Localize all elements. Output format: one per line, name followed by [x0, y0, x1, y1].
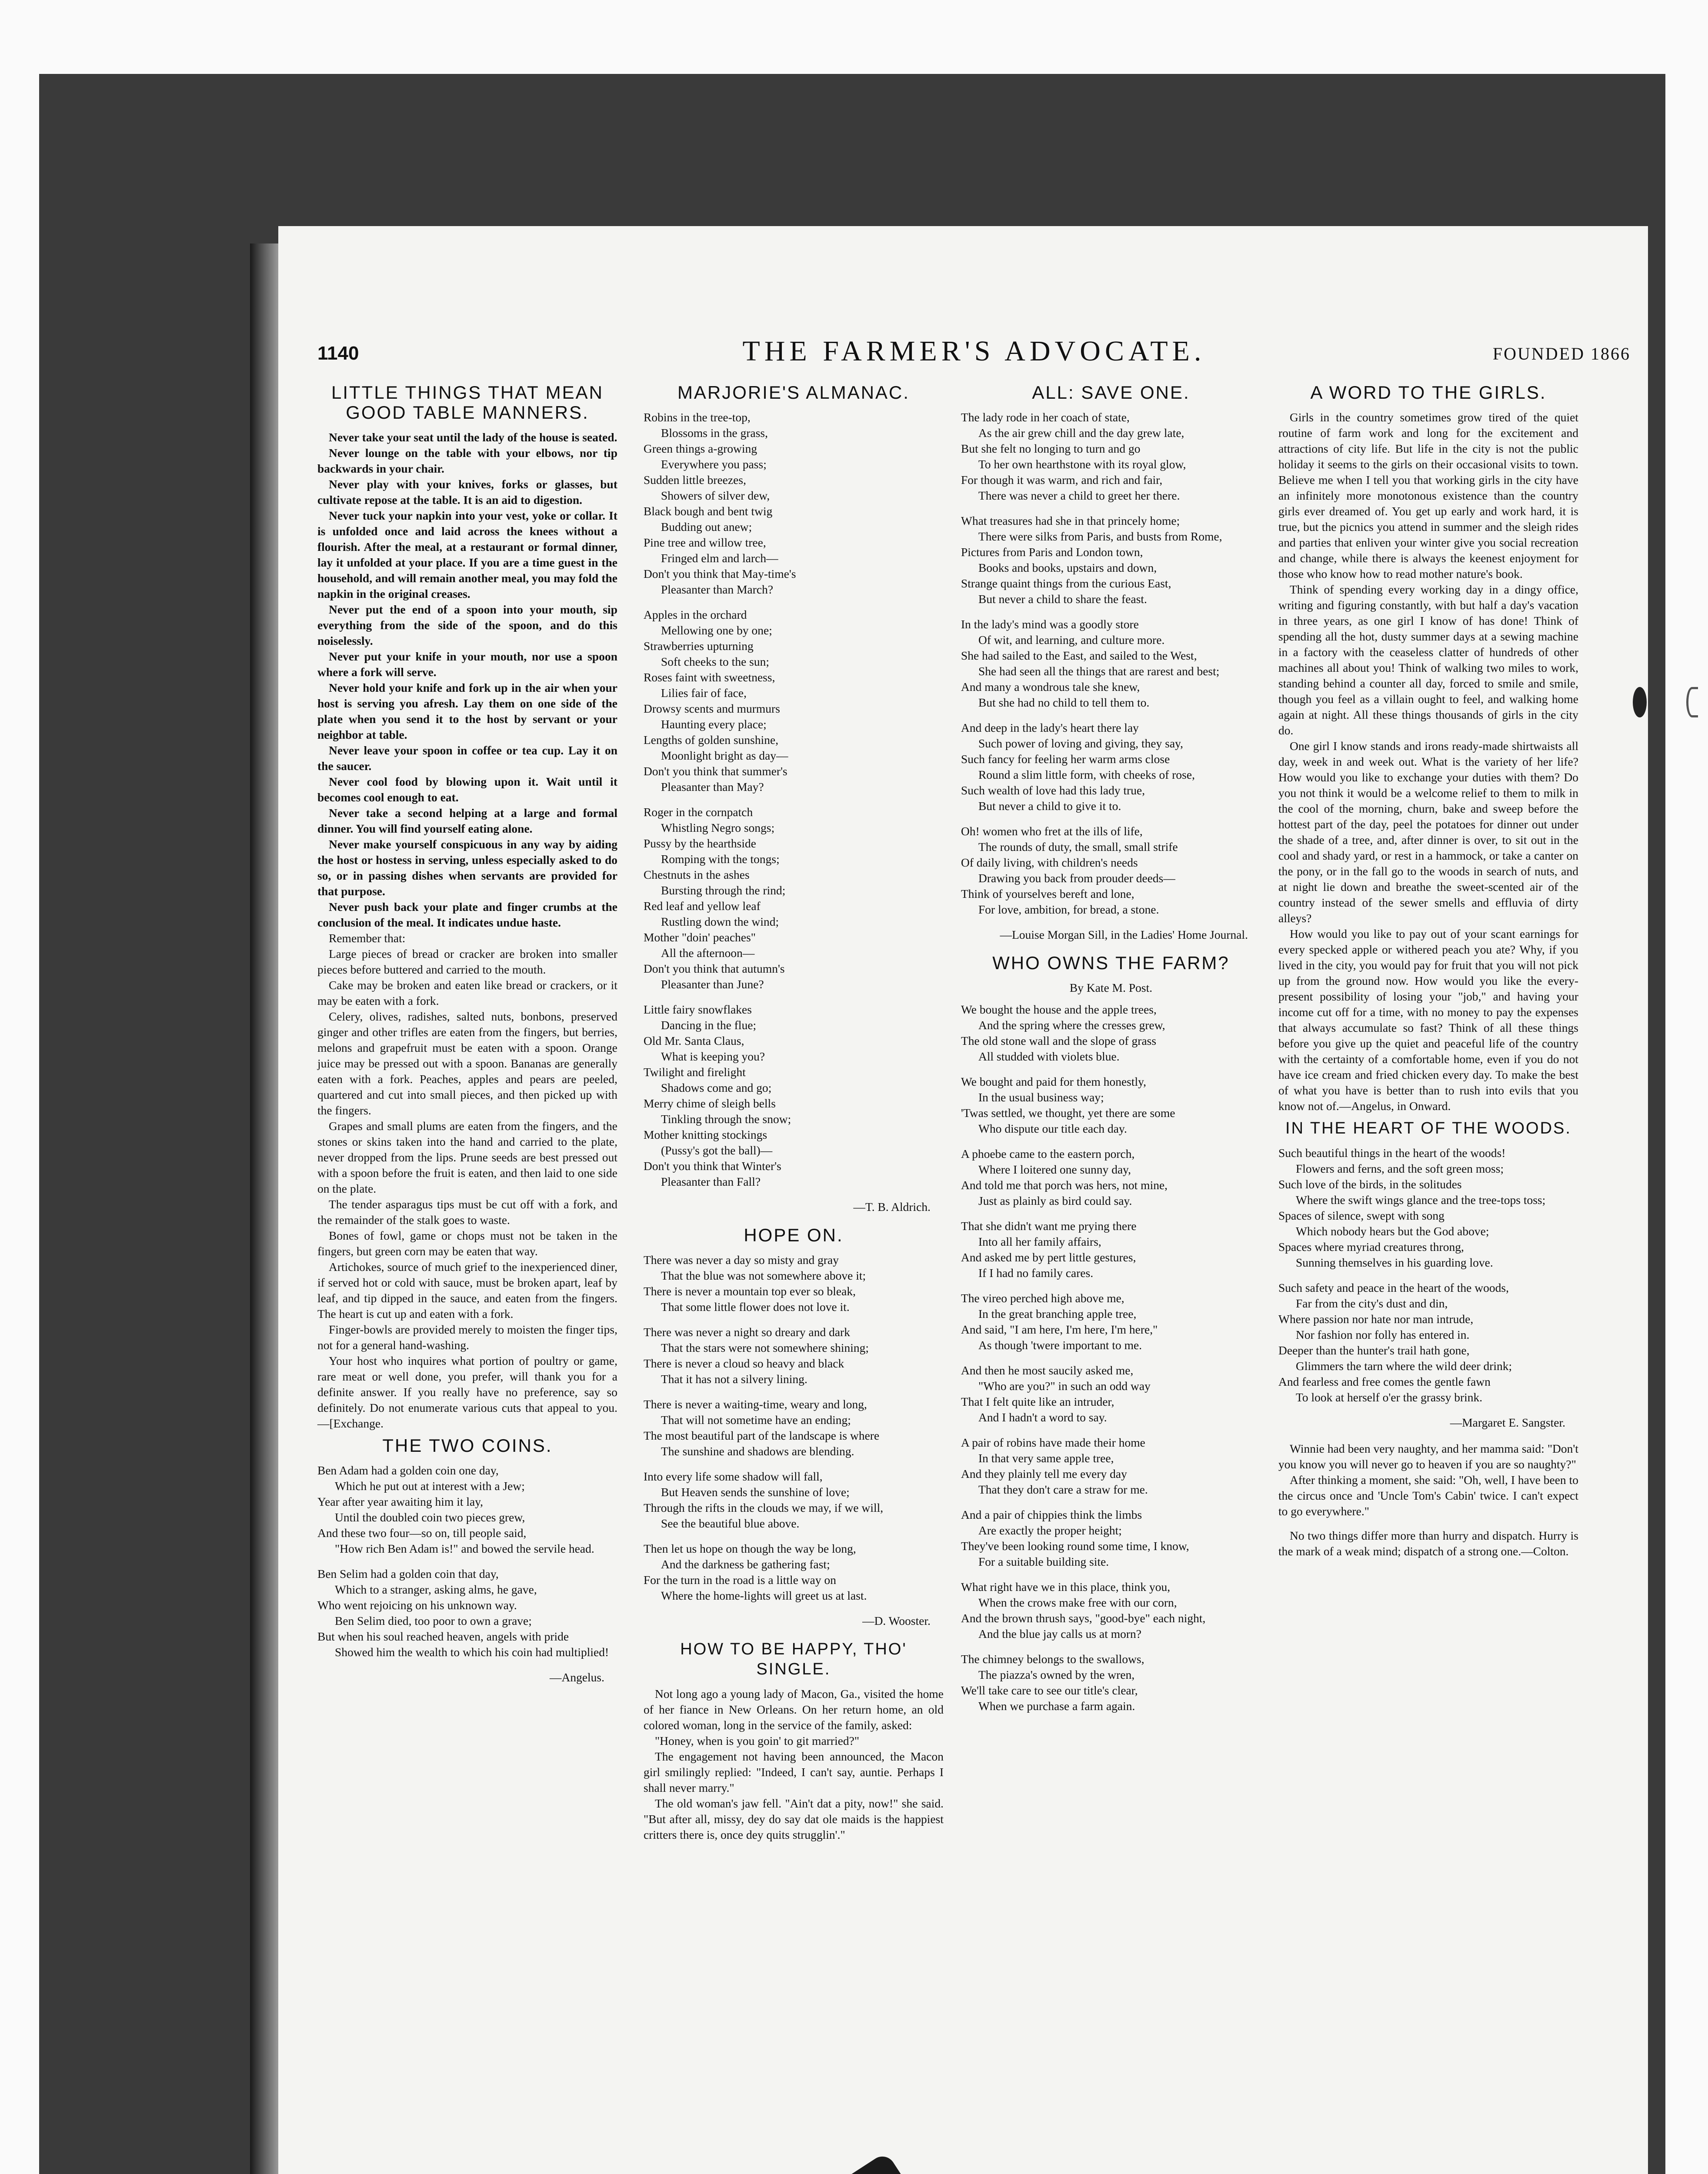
verse-line: Of daily living, with children's needs — [961, 856, 1138, 869]
running-head — [317, 335, 1631, 374]
verse-line: But when his soul reached heaven, angels with pride — [317, 1630, 569, 1643]
verse-line: To her own hearthstone with its royal glow, — [978, 457, 1186, 471]
verse-line: Budding out anew; — [661, 520, 752, 533]
verse-line: Pine tree and willow tree, — [644, 536, 766, 549]
verse-line: Merry chime of sleigh bells — [644, 1097, 776, 1110]
paragraph: Never make yourself conspicuous in any way by aiding the host or hostess in serving, unless especially asked to do so, or in passing dishes when servants are provided for that purpose. — [317, 837, 617, 898]
verse-line: Fringed elm and larch— — [661, 551, 778, 565]
paragraph: Girls in the country sometimes grow tired of the quiet routine of farm work and long for the excitement and attractions of city life. But life in the city is not the public holiday it seems to the girls on their occasional visits to town. Believe me when I tell you that working girls in the city have an infinitely more monotonous existence than the country girls ever dreamed of. You get up early and work hard, it is true, but the picnics you attend in summer and the sleigh rides and parties that enliven your winter give you social recreation and change, while there is always the keenest enjoyment for those who know how to read mother nature's book. — [1278, 410, 1578, 580]
paragraph: Artichokes, source of much grief to the inexperienced diner, if served hot or cold with sauce, must be broken apart, leaf by leaf, and tip dipped in the sauce, and eaten from the fingers. The heart is cut up and eaten with a fork. — [317, 1260, 617, 1320]
column-2 — [644, 378, 944, 1843]
punch-hole-mark — [1633, 687, 1647, 717]
paragraph: After thinking a moment, she said: "Oh, well, I have been to the circus once and 'Uncle Tom's Cabin' twice. I can't expect to go everywhere." — [1278, 1473, 1578, 1518]
verse-line: Apples in the orchard — [644, 608, 747, 621]
verse-line: Spaces where myriad creatures throng, — [1278, 1240, 1464, 1254]
hope-on-poem — [644, 1252, 944, 1604]
who-owns-farm-poem — [961, 1002, 1261, 1714]
two-coins-poem — [317, 1463, 617, 1660]
verse-line: There is never a waiting-time, weary and long, — [644, 1397, 867, 1411]
stanza — [961, 1651, 1261, 1714]
verse-line: Romping with the tongs; — [661, 852, 780, 866]
column-4 — [1278, 378, 1578, 1559]
verse-line: Everywhere you pass; — [661, 457, 767, 471]
verse-line: Such love of the birds, in the solitudes — [1278, 1177, 1462, 1191]
hurry-quote: No two things differ more than hurry and dispatch. Hurry is the mark of a weak mind; dispatch of a strong one.—Colton. — [1278, 1529, 1578, 1558]
poem-attribution: —Angelus. — [549, 1671, 604, 1684]
stanza — [1278, 1145, 1578, 1270]
verse-line: And they plainly tell me every day — [961, 1467, 1127, 1480]
verse-line: Of wit, and learning, and culture more. — [978, 633, 1165, 647]
verse-line: Dancing in the flue; — [661, 1018, 757, 1032]
stanza — [1278, 1280, 1578, 1405]
verse-line: Who went rejoicing on his unknown way. — [317, 1598, 517, 1612]
paragraph: Think of spending every working day in a dingy office, writing and figuring constantly, with but half a day's vacation in three years, as one girl I know of has done! Think of spending all the hot, dusty summer days at a sewing machine in a factory with the ceaseless clatter of hundreds of other machines all about you! Think of walking two miles to work, standing behind a counter all day, forced to smile and smile, though you feel as a villain ought to feel, and walking home again at night. All these things thousands of girls in the city do. — [1278, 583, 1578, 737]
verse-line: There was never a day so misty and gray — [644, 1253, 839, 1267]
paragraph: Your host who inquires what portion of poultry or game, rare meat or well done, you prefer, will thank you for a definite answer. If you really have no preference, say so definitely. Do not enumerate various cuts that appeal to you.—[Exchange. — [317, 1354, 617, 1430]
word-to-girls-body — [1278, 410, 1578, 1114]
verse-line: Pleasanter than Fall? — [661, 1175, 761, 1188]
stanza — [961, 617, 1261, 710]
verse-line: To look at herself o'er the grassy brink. — [1296, 1390, 1483, 1404]
stanza — [961, 1146, 1261, 1209]
verse-line: Glimmers the tarn where the wild deer drink; — [1296, 1359, 1512, 1373]
paragraph: Remember that: — [329, 931, 406, 945]
stanza — [317, 1566, 617, 1660]
verse-line: "Who are you?" in such an odd way — [978, 1379, 1151, 1393]
verse-line: There is never a cloud so heavy and black — [644, 1357, 844, 1370]
verse-line: The sunshine and shadows are blending. — [661, 1444, 854, 1458]
stanza — [644, 410, 944, 597]
paragraph: Never lounge on the table with your elbows, nor tip backwards in your chair. — [317, 446, 617, 475]
verse-line: Pictures from Paris and London town, — [961, 545, 1143, 559]
verse-line: Until the doubled coin two pieces grew, — [335, 1510, 525, 1524]
table-manners-body — [317, 430, 617, 1431]
verse-line: Think of yourselves bereft and lone, — [961, 887, 1134, 900]
verse-line: Drowsy scents and murmurs — [644, 702, 780, 715]
verse-line: Rustling down the wind; — [661, 915, 779, 928]
verse-line: Such safety and peace in the heart of the woods, — [1278, 1281, 1509, 1294]
stanza — [961, 1579, 1261, 1642]
verse-line: Sunning themselves in his guarding love. — [1296, 1256, 1493, 1269]
verse-line: Lilies fair of face, — [661, 686, 747, 700]
verse-line: "How rich Ben Adam is!" and bowed the servile head. — [335, 1542, 594, 1555]
verse-line: All the afternoon— — [661, 946, 755, 960]
verse-line: That I felt quite like an intruder, — [961, 1395, 1114, 1408]
verse-line: That it has not a silvery lining. — [661, 1372, 807, 1386]
verse-line: Whistling Negro songs; — [661, 821, 775, 834]
verse-line: And I hadn't a word to say. — [978, 1410, 1107, 1424]
verse-line: Drawing you back from prouder deeds— — [978, 871, 1175, 885]
verse-line: For the turn in the road is a little way on — [644, 1573, 836, 1587]
verse-line: What is keeping you? — [661, 1050, 765, 1063]
verse-line: Where I loitered one sunny day, — [978, 1163, 1131, 1176]
poem-title-hope-on: HOPE ON. — [744, 1225, 844, 1245]
verse-line: As though 'twere important to me. — [978, 1338, 1142, 1352]
verse-line: She had seen all the things that are rarest and best; — [978, 664, 1220, 678]
happy-single-body — [644, 1686, 944, 1843]
verse-line: Lengths of golden sunshine, — [644, 733, 779, 747]
verse-line: Green things a-growing — [644, 442, 757, 455]
paragraph: Celery, olives, radishes, salted nuts, bonbons, preserved ginger and other trifles are eaten from the fingers, but berries, melons and grapefruit must be eaten with a spoon. Orange juice may be pressed out with a spoon. Bananas are generally eaten with a fork. Peaches, apples and pears are peeled, quartered and cut into small pieces, and then picked up with the fingers. — [317, 1010, 617, 1117]
verse-line: What treasures had she in that princely home; — [961, 514, 1180, 527]
verse-line: The most beautiful part of the landscape is where — [644, 1429, 880, 1442]
verse-line: We bought the house and the apple trees, — [961, 1003, 1157, 1016]
stanza — [961, 1435, 1261, 1497]
verse-line: And the spring where the cresses grew, — [978, 1018, 1165, 1032]
verse-line: Twilight and firelight — [644, 1065, 746, 1079]
verse-line: What right have we in this place, think you, — [961, 1580, 1171, 1594]
column-1 — [317, 378, 617, 1696]
verse-line: There was never a child to greet her there. — [978, 489, 1180, 502]
paragraph: Never push back your plate and finger crumbs at the conclusion of the meal. It indicates undue haste. — [317, 900, 617, 929]
paragraph: The old woman's jaw fell. "Ain't dat a pity, now!" she said. "But after all, missy, dey do say dat ole maids is the happiest critters there is, once dey quits strugglin'." — [644, 1797, 944, 1841]
paragraph: Never take your seat until the lady of the house is seated. — [329, 430, 617, 444]
stanza — [961, 1002, 1261, 1064]
verse-line: And then he most saucily asked me, — [961, 1364, 1134, 1377]
paragraph: Winnie had been very naughty, and her mamma said: "Don't you know you will never go to heaven if you are so naughty?" — [1278, 1442, 1578, 1471]
stanza — [644, 1397, 944, 1459]
verse-line: Strawberries upturning — [644, 639, 754, 653]
verse-line: Such wealth of love had this lady true, — [961, 784, 1145, 797]
paragraph: Never cool food by blowing upon it. Wait until it becomes cool enough to eat. — [317, 775, 617, 804]
verse-line: But Heaven sends the sunshine of love; — [661, 1485, 850, 1499]
verse-line: Nor fashion nor folly has entered in. — [1296, 1328, 1470, 1341]
paragraph: Never tuck your napkin into your vest, yoke or collar. It is unfolded once and laid across the knees without a flourish. After the meal, at a restaurant or formal dinner, lay it unfolded at your place. If you are a time guest in the household, and will remain another meal, you may fold the napkin in the original creases. — [317, 509, 617, 600]
verse-line: Don't you think that May-time's — [644, 567, 796, 580]
verse-line: That they don't care a straw for me. — [978, 1483, 1148, 1496]
verse-line: That the stars were not somewhere shining; — [661, 1341, 869, 1354]
verse-line: Little fairy snowflakes — [644, 1003, 752, 1016]
verse-line: Such power of loving and giving, they say, — [978, 737, 1183, 750]
paragraph: Cake may be broken and eaten like bread or crackers, or it may be eaten with a fork. — [317, 978, 617, 1007]
verse-line: And these two four—so on, till people said, — [317, 1526, 527, 1540]
verse-line: She had sailed to the East, and sailed to the West, — [961, 649, 1197, 662]
paragraph: Never leave your spoon in coffee or tea cup. Lay it on the saucer. — [317, 744, 617, 773]
verse-line: (Pussy's got the ball)— — [661, 1144, 773, 1157]
verse-line: Which he put out at interest with a Jew; — [335, 1479, 525, 1493]
verse-line: Tinkling through the snow; — [661, 1112, 791, 1126]
verse-line: But she had no child to tell them to. — [978, 696, 1150, 709]
verse-line: The lady rode in her coach of state, — [961, 410, 1130, 424]
poem-title-who-owns-farm: WHO OWNS THE FARM? — [992, 953, 1230, 973]
verse-line: Who dispute our title each day. — [978, 1122, 1127, 1135]
stanza — [644, 804, 944, 992]
verse-line: The chimney belongs to the swallows, — [961, 1652, 1144, 1666]
verse-line: Haunting every place; — [661, 717, 767, 731]
paragraph: Never take a second helping at a large and formal dinner. You will find yourself eating alone. — [317, 806, 617, 835]
woods-attribution: —Margaret E. Sangster. — [1450, 1416, 1565, 1429]
paragraph: The engagement not having been announced, the Macon girl smilingly replied: "Indeed, I can't say, auntie. Perhaps I shall never marry." — [644, 1750, 944, 1794]
stanza — [961, 1290, 1261, 1353]
verse-line: There were silks from Paris, and busts from Rome, — [978, 530, 1222, 543]
paragraph: Bones of fowl, game or chops must not be taken in the fingers, but green corn may be eaten that way. — [317, 1229, 617, 1258]
verse-line: The old stone wall and the slope of grass — [961, 1034, 1157, 1047]
verse-line: Blossoms in the grass, — [661, 426, 768, 440]
paragraph: Never play with your knives, forks or glasses, but cultivate repose at the table. It is an aid to digestion. — [317, 477, 617, 507]
stanza — [961, 1218, 1261, 1281]
paragraph: Never put your knife in your mouth, nor use a spoon where a fork will serve. — [317, 650, 617, 679]
verse-line: In that very same apple tree, — [978, 1451, 1114, 1465]
winnie-anecdote — [1278, 1441, 1578, 1519]
verse-line: Bursting through the rind; — [661, 884, 786, 897]
verse-line: If I had no family cares. — [978, 1266, 1094, 1280]
almanac-attribution: —T. B. Aldrich. — [853, 1200, 931, 1214]
verse-line: But never a child to give it to. — [978, 799, 1121, 813]
verse-line: As the air grew chill and the day grew late, — [978, 426, 1184, 440]
paragraph: Never put the end of a spoon into your mouth, sip everything from the side of the spoon, and do this noiselessly. — [317, 603, 617, 647]
verse-line: Chestnuts in the ashes — [644, 868, 750, 881]
verse-line: Flowers and ferns, and the soft green moss; — [1296, 1162, 1504, 1175]
page-number: 1140 — [317, 343, 359, 364]
verse-line: We bought and paid for them honestly, — [961, 1075, 1146, 1088]
verse-line: For though it was warm, and rich and fair, — [961, 473, 1163, 487]
poem-title-heart-of-woods: IN THE HEART OF THE WOODS. — [1285, 1119, 1571, 1137]
verse-line: That will not sometime have an ending; — [661, 1413, 851, 1427]
verse-line: 'Twas settled, we thought, yet there are some — [961, 1106, 1175, 1120]
verse-line: When we purchase a farm again. — [978, 1699, 1135, 1713]
verse-line: Showers of silver dew, — [661, 489, 770, 502]
stanza — [961, 824, 1261, 917]
verse-line: Then let us hope on though the way be long, — [644, 1542, 856, 1555]
verse-line: And a pair of chippies think the limbs — [961, 1508, 1142, 1521]
verse-line: See the beautiful blue above. — [661, 1517, 800, 1530]
stanza — [961, 410, 1261, 503]
stanza — [644, 1324, 944, 1387]
verse-line: Pleasanter than June? — [661, 977, 764, 991]
paragraph: One girl I know stands and irons ready-made shirtwaists all day, week in and week out. What is the variety of her life? How would you like to exchange your duties with them? Do you not think it would be a welcome relief to them to milk in the cool of the morning, churn, bake and sweep before the hottest part of the day, peel the potatoes for dinner out under the shade of a tree, and, after dinner is over, to sit out in the cool and shady yard, or rest in a hammock, or take a canter on the pony, or in the fall go to the woods in search of nuts, and at night lie down and breathe the sweet-scented air of the country instead of the sewer smells and effluvia of dirty alleys? — [1278, 739, 1578, 925]
all-save-one-poem — [961, 410, 1261, 917]
verse-line: There was never a night so dreary and dark — [644, 1325, 850, 1339]
column-3 — [961, 378, 1261, 1724]
verse-line: Oh! women who fret at the ills of life, — [961, 824, 1143, 838]
verse-line: Pleasanter than May? — [661, 780, 764, 794]
stanza — [961, 720, 1261, 814]
verse-line: Don't you think that autumn's — [644, 962, 785, 975]
verse-line: The vireo perched high above me, — [961, 1291, 1124, 1305]
paragraph: Grapes and small plums are eaten from the fingers, and the stones or skins taken into the hand and carried to the plate, never dropped from the lips. Prune seeds are best pressed out with a spoon before the fruit is eaten, and then laid to one side on the plate. — [317, 1119, 617, 1195]
paragraph: "Honey, when is you goin' to git married?" — [655, 1734, 860, 1747]
stanza — [317, 1463, 617, 1557]
poem-title-almanac: MARJORIE'S ALMANAC. — [677, 382, 910, 403]
verse-line: And the blue jay calls us at morn? — [978, 1627, 1141, 1641]
verse-line: Strange quaint things from the curious East, — [961, 577, 1171, 590]
verse-line: Don't you think that summer's — [644, 764, 787, 778]
verse-line: Into all her family affairs, — [978, 1235, 1101, 1248]
verse-line: Roses faint with sweetness, — [644, 670, 775, 684]
verse-line: In the lady's mind was a goodly store — [961, 617, 1139, 631]
verse-line: But she felt no longing to turn and go — [961, 442, 1141, 455]
page-stack-edge — [250, 243, 278, 2174]
verse-line: All studded with violets blue. — [978, 1050, 1120, 1063]
stanza — [644, 1002, 944, 1190]
verse-line: Shadows come and go; — [661, 1081, 772, 1094]
paragraph: Finger-bowls are provided merely to moisten the finger tips, not for a general hand-washing. — [317, 1323, 617, 1352]
heart-of-woods-poem — [1278, 1145, 1578, 1405]
verse-line: Books and books, upstairs and down, — [978, 561, 1157, 574]
verse-line: Pussy by the hearthside — [644, 837, 756, 850]
verse-line: Year after year awaiting him it lay, — [317, 1495, 484, 1508]
masthead-title: THE FARMER'S ADVOCATE. — [742, 335, 1206, 367]
article-title-happy-single: HOW TO BE HAPPY, THO' SINGLE. — [680, 1640, 907, 1678]
verse-line: That some little flower does not love it. — [661, 1300, 850, 1314]
verse-line: And many a wondrous tale she knew, — [961, 680, 1140, 694]
verse-line: In the usual business way; — [978, 1090, 1104, 1104]
stanza — [961, 513, 1261, 607]
verse-line: Moonlight bright as day— — [661, 749, 788, 762]
article-title-word-to-girls: A WORD TO THE GIRLS. — [1310, 382, 1547, 403]
verse-line: Through the rifts in the clouds we may, if we will, — [644, 1501, 884, 1514]
verse-line: Far from the city's dust and din, — [1296, 1297, 1448, 1310]
verse-line: We'll take care to see our title's clear, — [961, 1684, 1138, 1697]
verse-line: Sudden little breezes, — [644, 473, 746, 487]
stanza — [644, 1469, 944, 1531]
verse-line: Such beautiful things in the heart of the woods! — [1278, 1146, 1506, 1160]
stanza — [644, 607, 944, 795]
verse-line: For a suitable building site. — [978, 1555, 1109, 1568]
paragraph: Large pieces of bread or cracker are broken into smaller pieces before buttered and carried to the mouth. — [317, 947, 617, 976]
verse-line: Just as plainly as bird could say. — [978, 1194, 1132, 1207]
article-title-table-manners: LITTLE THINGS THAT MEAN GOOD TABLE MANNERS. — [331, 382, 604, 423]
verse-line: Spaces of silence, swept with song — [1278, 1209, 1444, 1222]
punch-hole-outline — [1686, 687, 1698, 717]
hope-on-attribution: —D. Wooster. — [862, 1614, 931, 1627]
stanza — [644, 1541, 944, 1604]
farm-byline: By Kate M. Post. — [1069, 981, 1153, 994]
paragraph: Never hold your knife and fork up in the air when your host is serving you afresh. Lay them on one side of the plate when you send it to the host by servant or your neighbor at table. — [317, 681, 617, 741]
verse-line: Where passion nor hate nor man intrude, — [1278, 1312, 1474, 1326]
verse-line: And asked me by pert little gestures, — [961, 1250, 1136, 1264]
verse-line: Into every life some shadow will fall, — [644, 1470, 823, 1483]
paragraph: The tender asparagus tips must be cut off with a fork, and the remainder of the stalk goes to waste. — [317, 1197, 617, 1227]
verse-line: And said, "I am here, I'm here, I'm here," — [961, 1323, 1158, 1336]
verse-line: Ben Adam had a golden coin one day, — [317, 1464, 499, 1477]
verse-line: A phoebe came to the eastern porch, — [961, 1147, 1135, 1160]
verse-line: Showed him the wealth to which his coin had multiplied! — [335, 1645, 609, 1659]
verse-line: Mother knitting stockings — [644, 1128, 767, 1141]
verse-line: And the darkness be gathering fast; — [661, 1557, 830, 1571]
verse-line: Ben Selim had a golden coin that day, — [317, 1567, 499, 1580]
poem-title-all-save-one: ALL: SAVE ONE. — [1032, 382, 1190, 403]
verse-line: And deep in the lady's heart there lay — [961, 721, 1139, 734]
verse-line: Are exactly the proper height; — [978, 1524, 1122, 1537]
verse-line: Such fancy for feeling her warm arms close — [961, 752, 1170, 766]
founded-line: FOUNDED 1866 — [1492, 344, 1631, 363]
verse-line: And the brown thrush says, "good-bye" each night, — [961, 1611, 1206, 1625]
verse-line: Black bough and bent twig — [644, 504, 773, 518]
verse-line: Which to a stranger, asking alms, he gave, — [335, 1583, 537, 1596]
stanza — [644, 1252, 944, 1315]
verse-line: Roger in the cornpatch — [644, 805, 753, 819]
verse-line: Pleasanter than March? — [661, 583, 774, 596]
verse-line: The piazza's owned by the wren, — [978, 1668, 1135, 1681]
verse-line: Mellowing one by one; — [661, 624, 772, 637]
verse-line: That she didn't want me prying there — [961, 1219, 1137, 1233]
paragraph: How would you like to pay out of your scant earnings for every specked apple or withered peach you ate? Why, if you lived in the city, you would pay for fruit that you will not pick up from the ground now. How would you like the every-present possibility of losing your "job," and having your income cut off for a time, with no money to pay the expenses that always accumulate so fast? Think of all these things before you give up the quiet and peaceful life of the country with the certainty of a comfortable home, even if you do not have ice cream and fried chicken every day. To make the best of what you have is better than to rush into evils that you know not of.—Angelus, in Onward. — [1278, 927, 1578, 1113]
verse-line: Mother "doin' peaches" — [644, 930, 756, 944]
verse-line: Robins in the tree-top, — [644, 410, 751, 424]
poem-title-two-coins: THE TWO COINS. — [382, 1435, 553, 1456]
verse-line: The rounds of duty, the small, small strife — [978, 840, 1178, 854]
stanza — [961, 1074, 1261, 1137]
verse-line: Round a slim little form, with cheeks of rose, — [978, 768, 1195, 781]
verse-line: And told me that porch was hers, not mine, — [961, 1178, 1168, 1192]
verse-line: For love, ambition, for bread, a stone. — [978, 903, 1159, 916]
verse-line: And fearless and free comes the gentle fawn — [1278, 1375, 1491, 1388]
verse-line: Where the home-lights will greet us at last. — [661, 1589, 867, 1602]
verse-line: A pair of robins have made their home — [961, 1436, 1145, 1449]
verse-line: Deeper than the hunter's trail hath gone, — [1278, 1344, 1470, 1357]
verse-line: But never a child to share the feast. — [978, 592, 1147, 606]
all-save-one-attribution: —Louise Morgan Sill, in the Ladies' Home Journal. — [1000, 928, 1248, 941]
verse-line: Old Mr. Santa Claus, — [644, 1034, 744, 1047]
stanza — [961, 1507, 1261, 1570]
almanac-poem — [644, 410, 944, 1190]
paragraph: Not long ago a young lady of Macon, Ga., visited the home of her fiance in New Orleans. On her return home, an old colored woman, long in the service of the family, asked: — [644, 1687, 944, 1732]
stanza — [961, 1363, 1261, 1425]
verse-line: They've been looking round some time, I know, — [961, 1539, 1189, 1553]
verse-line: When the crows make free with our corn, — [978, 1596, 1177, 1609]
verse-line: Don't you think that Winter's — [644, 1159, 781, 1173]
verse-line: Red leaf and yellow leaf — [644, 899, 761, 913]
verse-line: Ben Selim died, too poor to own a grave; — [335, 1614, 532, 1627]
verse-line: Which nobody hears but the God above; — [1296, 1224, 1489, 1238]
verse-line: In the great branching apple tree, — [978, 1307, 1137, 1320]
verse-line: Where the swift wings glance and the tree-tops toss; — [1296, 1193, 1546, 1207]
verse-line: There is never a mountain top ever so bleak, — [644, 1284, 856, 1298]
verse-line: Soft cheeks to the sun; — [661, 655, 769, 668]
verse-line: That the blue was not somewhere above it; — [661, 1269, 866, 1282]
